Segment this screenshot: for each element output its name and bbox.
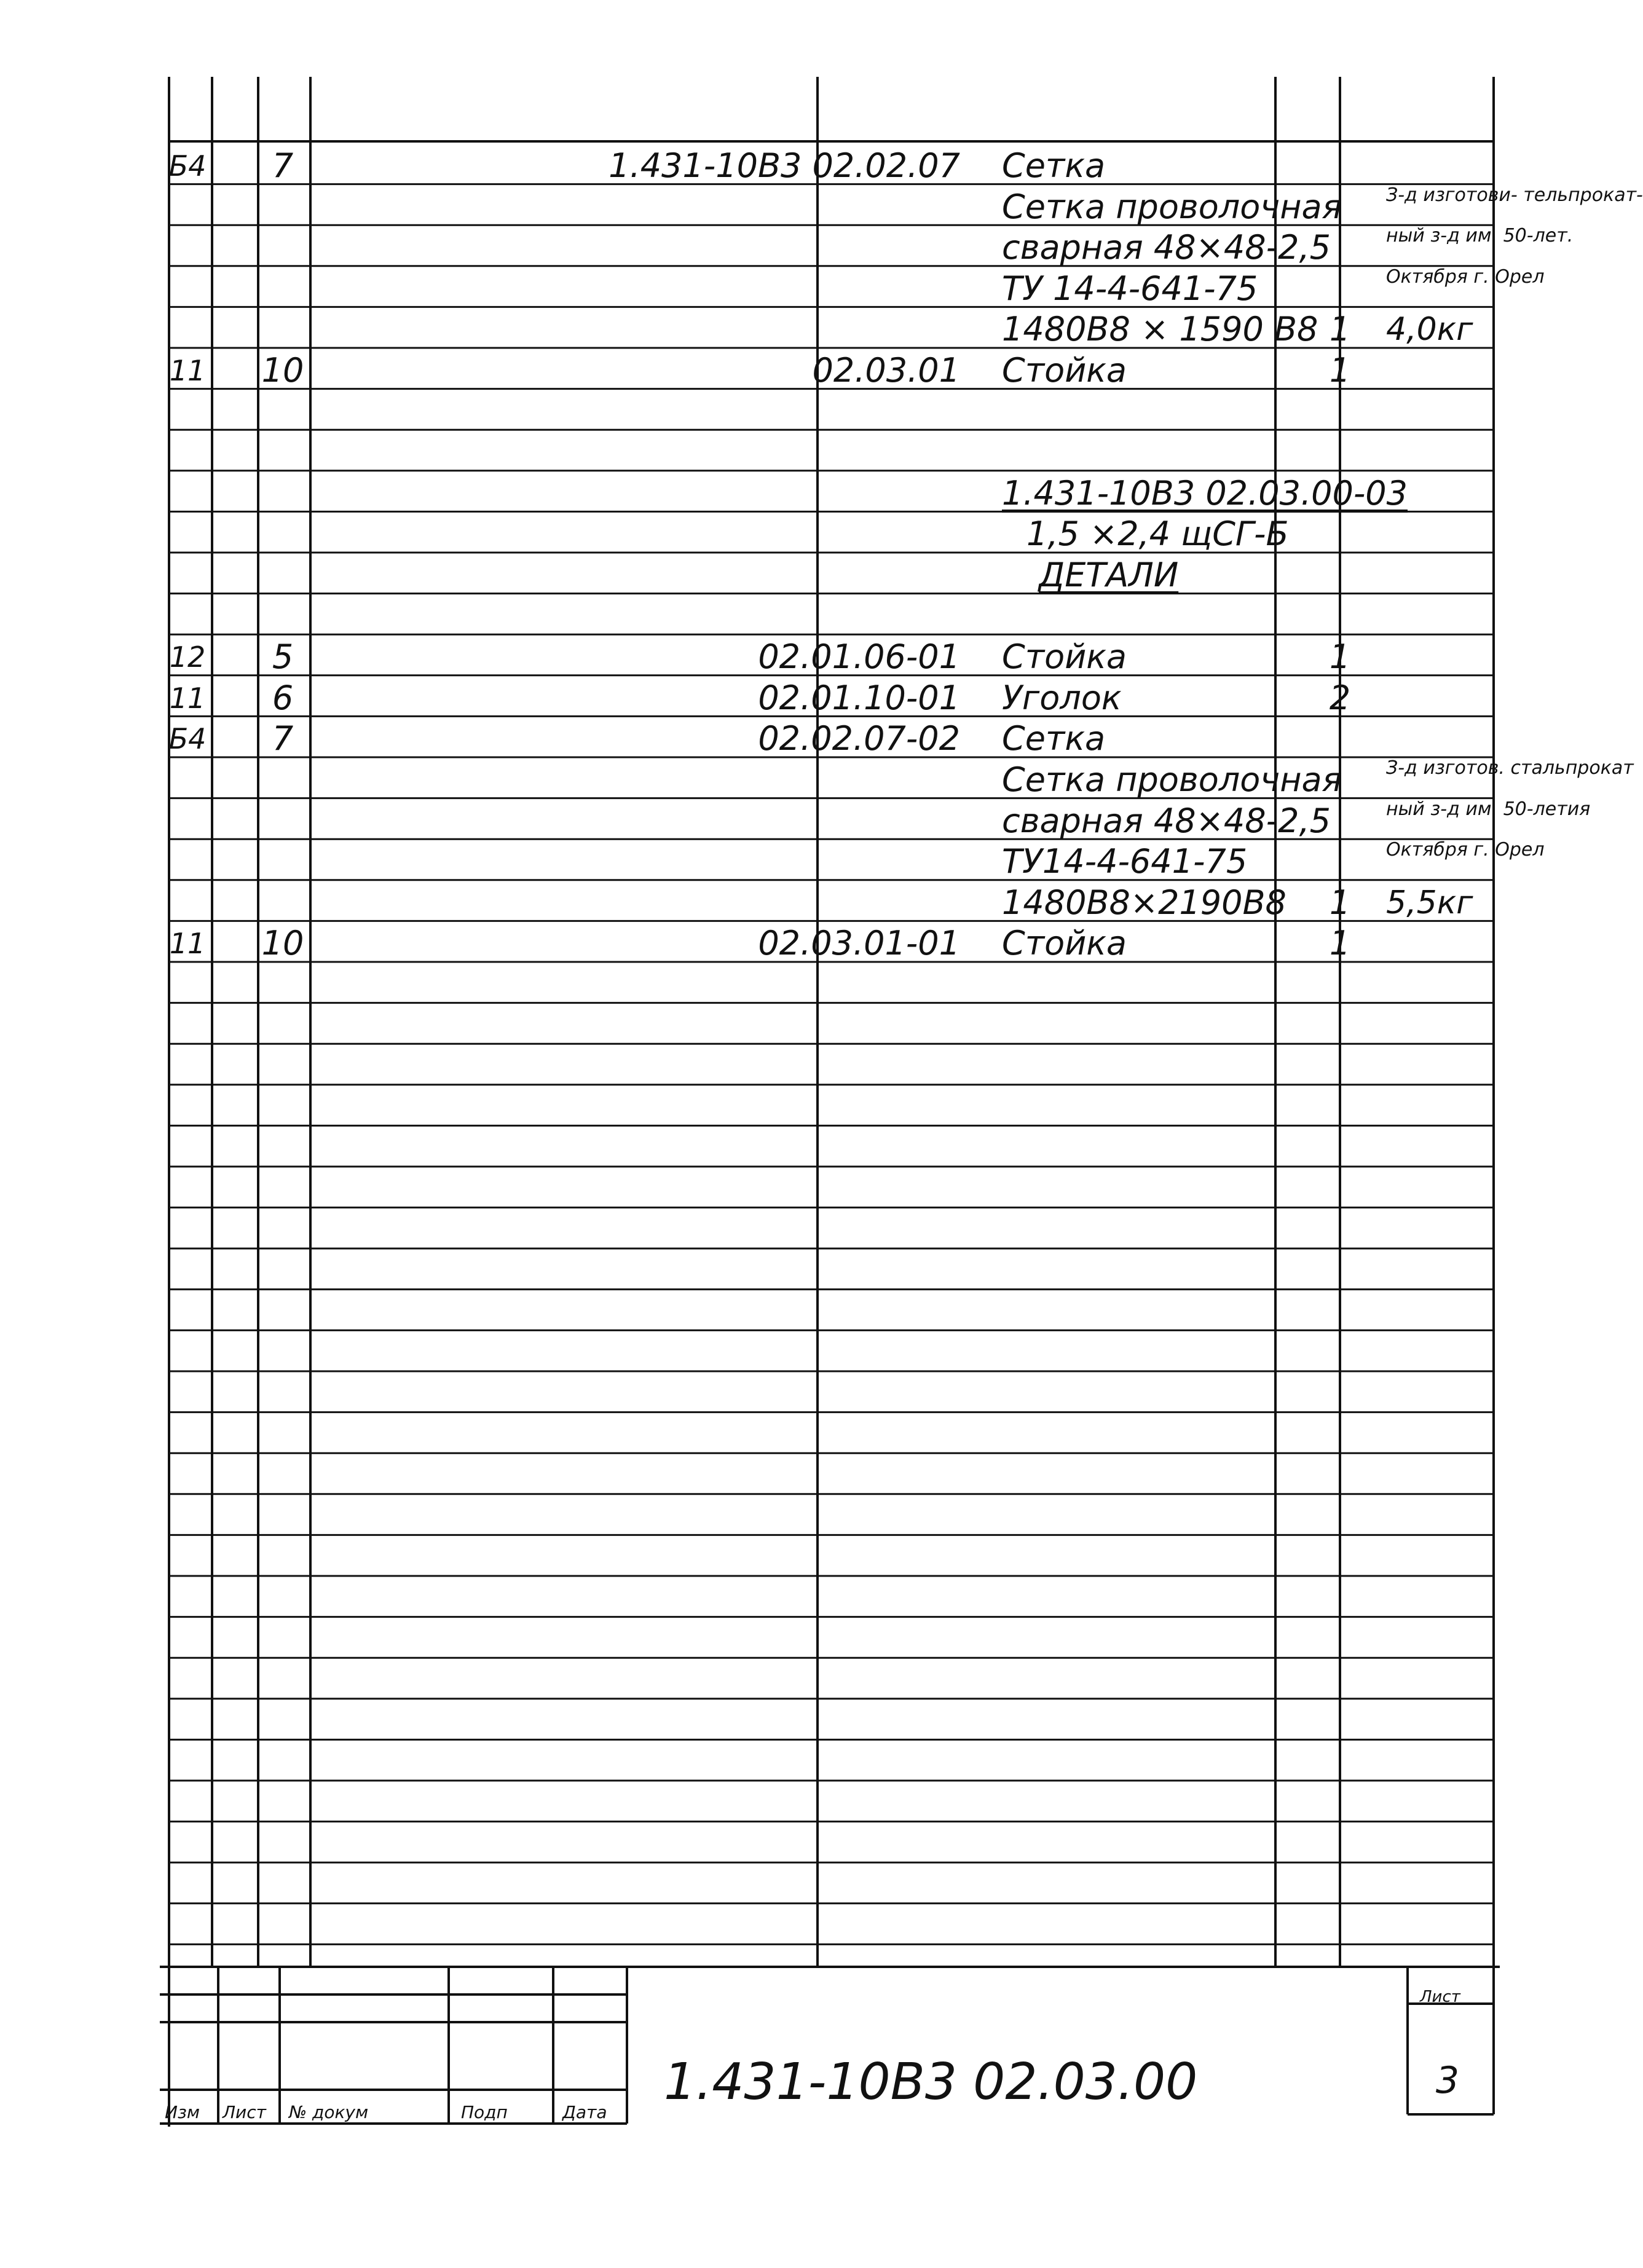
note-cell [1380,677,1527,717]
note-cell: 5,5кг [1386,884,1473,921]
table-row [166,922,1506,963]
designation-cell [320,513,965,553]
position-cell [258,840,307,881]
quantity-cell [1297,431,1383,471]
name-cell: ТУ14-4-641-75 [1002,842,1248,881]
note-cell: ный з-д им. 50-летия [1386,798,1591,820]
name-cell: 1480В8 × 1590 В8 [1002,310,1318,349]
name-cell: Сетка [1002,146,1106,185]
quantity-cell: 1 [1329,924,1351,963]
zone-cell [212,472,252,513]
note-cell: Октября г. Орел [1386,839,1545,861]
note-cell [1380,636,1527,676]
designation-cell [320,267,965,308]
quantity-cell: 2 [1329,678,1351,717]
tb-label-date: Дата [562,2102,607,2122]
table-row [166,595,1506,636]
position-cell: 6 [272,678,294,717]
note-cell [1380,554,1527,594]
zone-cell [212,267,252,308]
zone-cell [212,186,252,226]
zone-cell [212,677,252,717]
position-cell [258,267,307,308]
document-code: 1.431-10В3 02.03.00 [664,2053,1198,2111]
designation-cell [320,472,965,513]
name-cell: сварная 48×48-2,5 [1002,228,1331,267]
table-row [166,472,1506,513]
zone-cell [212,390,252,431]
designation-cell [320,390,965,431]
position-cell [258,513,307,553]
zone-cell [212,800,252,840]
zone-cell [212,636,252,676]
zone-cell [212,881,252,922]
position-cell [258,800,307,840]
name-cell: Сетка проволочная [1002,760,1342,799]
format-cell: 11 [169,927,206,961]
quantity-cell [1297,226,1383,267]
quantity-cell [1297,390,1383,431]
table-row [166,798,1591,840]
position-cell [258,758,307,799]
position-cell: 5 [272,637,294,677]
note-cell [1380,472,1527,513]
table-row [166,513,1506,553]
zone-cell [212,226,252,267]
format-cell [166,595,209,636]
position-cell [258,472,307,513]
note-cell [1380,390,1527,431]
tb-label-izm: Изм [165,2102,200,2122]
zone-cell [212,308,252,348]
name-cell: 1480В8×2190В8 [1002,883,1286,922]
quantity-cell: 1 [1329,351,1351,390]
designation-cell [320,554,965,594]
note-cell [1380,922,1527,963]
format-cell [166,513,209,553]
table-row [166,225,1574,267]
designation-cell: 02.02.07-02 [758,719,960,758]
format-cell [166,186,209,226]
table-row [166,636,1506,676]
designation-cell [320,186,965,226]
designation-cell: 1.431-10В3 02.02.07 [609,146,960,185]
quantity-cell [1297,717,1383,758]
quantity-cell: 1 [1329,310,1351,349]
quantity-cell [1297,472,1383,513]
position-cell [258,226,307,267]
format-cell [166,267,209,308]
note-cell [1380,513,1527,553]
name-cell: 1,5 ×2,4 щСГ-Б [1026,514,1289,554]
table-row [166,266,1545,308]
format-cell [166,800,209,840]
sheet-label: Лист [1420,1988,1460,2006]
zone-cell [212,595,252,636]
designation-cell [320,431,965,471]
table-row [166,144,1506,185]
format-cell: 11 [169,354,206,387]
position-cell [258,595,307,636]
quantity-cell [1297,144,1383,185]
table-row [166,881,1506,922]
zone-cell [212,758,252,799]
position-cell [258,308,307,348]
format-cell [166,840,209,881]
format-cell [166,881,209,922]
position-cell: 10 [261,924,304,963]
note-cell: З-д изготов. стальпрокат [1386,757,1634,779]
table-row [166,349,1506,390]
table-row [166,677,1506,717]
format-cell [166,758,209,799]
position-cell: 10 [261,351,304,390]
zone-cell [212,431,252,471]
designation-cell [320,226,965,267]
name-cell: Стойка [1002,351,1127,390]
note-cell: Октября г. Орел [1386,266,1545,288]
format-cell [166,390,209,431]
quantity-cell [1297,186,1383,226]
quantity-cell [1297,554,1383,594]
zone-cell [212,922,252,963]
quantity-cell: 1 [1329,637,1351,677]
quantity-cell [1297,267,1383,308]
name-cell: ТУ 14-4-641-75 [1002,269,1258,308]
note-cell [1380,349,1527,390]
name-cell: ДЕТАЛИ [1039,556,1179,594]
note-cell [1380,595,1527,636]
zone-cell [212,717,252,758]
note-cell: З-д изготови- тельпрокат- [1386,184,1643,206]
position-cell [258,186,307,226]
name-cell: 1.431-10В3 02.03.00-03 [1002,473,1408,513]
name-cell: Сетка [1002,719,1106,758]
zone-cell [212,349,252,390]
designation-cell: 02.01.10-01 [758,678,960,717]
note-cell [1380,144,1527,185]
format-cell: Б4 [168,722,207,756]
zone-cell [212,554,252,594]
table-row [166,717,1506,758]
position-cell: 7 [272,719,294,758]
table-row [166,184,1643,226]
note-cell: 4,0кг [1386,311,1473,348]
table-row [166,431,1506,471]
format-cell: 11 [169,681,206,715]
zone-cell [212,144,252,185]
quantity-cell [1297,758,1383,799]
format-cell: Б4 [168,149,207,183]
designation-cell [320,881,965,922]
position-cell: 7 [272,146,294,185]
quantity-cell: 1 [1329,883,1351,922]
format-cell [166,308,209,348]
name-cell: Сетка проволочная [1002,187,1342,226]
format-cell [166,472,209,513]
format-cell [166,226,209,267]
quantity-cell [1297,513,1383,553]
designation-cell: 02.01.06-01 [758,637,960,677]
tb-label-podp: Подп [461,2102,508,2122]
designation-cell [320,308,965,348]
name-cell: сварная 48×48-2,5 [1002,801,1331,840]
table-row [166,757,1634,799]
name-cell: Стойка [1002,924,1127,963]
name-cell: Стойка [1002,637,1127,677]
quantity-cell [1297,595,1383,636]
sheet-number: 3 [1435,2059,1460,2102]
note-cell [1380,431,1527,471]
table-row [166,390,1506,431]
tb-label-docnum: № докум [289,2102,369,2122]
position-cell [258,881,307,922]
position-cell [258,390,307,431]
zone-cell [212,513,252,553]
quantity-cell [1297,800,1383,840]
quantity-cell [1297,840,1383,881]
designation-cell [320,758,965,799]
designation-cell [320,800,965,840]
table-row [166,308,1506,348]
designation-cell [320,840,965,881]
position-cell [258,431,307,471]
designation-cell: 02.03.01-01 [758,924,960,963]
format-cell [166,431,209,471]
format-cell: 12 [169,640,206,674]
tb-label-list: Лист [223,2102,266,2122]
zone-cell [212,840,252,881]
note-cell [1380,717,1527,758]
designation-cell: 02.03.01 [812,351,960,390]
format-cell [166,554,209,594]
position-cell [258,554,307,594]
name-cell: Уголок [1002,678,1122,717]
designation-cell [320,595,965,636]
table-row [166,554,1506,594]
note-cell: ный з-д им. 50-лет. [1386,225,1574,247]
table-row [166,839,1545,881]
